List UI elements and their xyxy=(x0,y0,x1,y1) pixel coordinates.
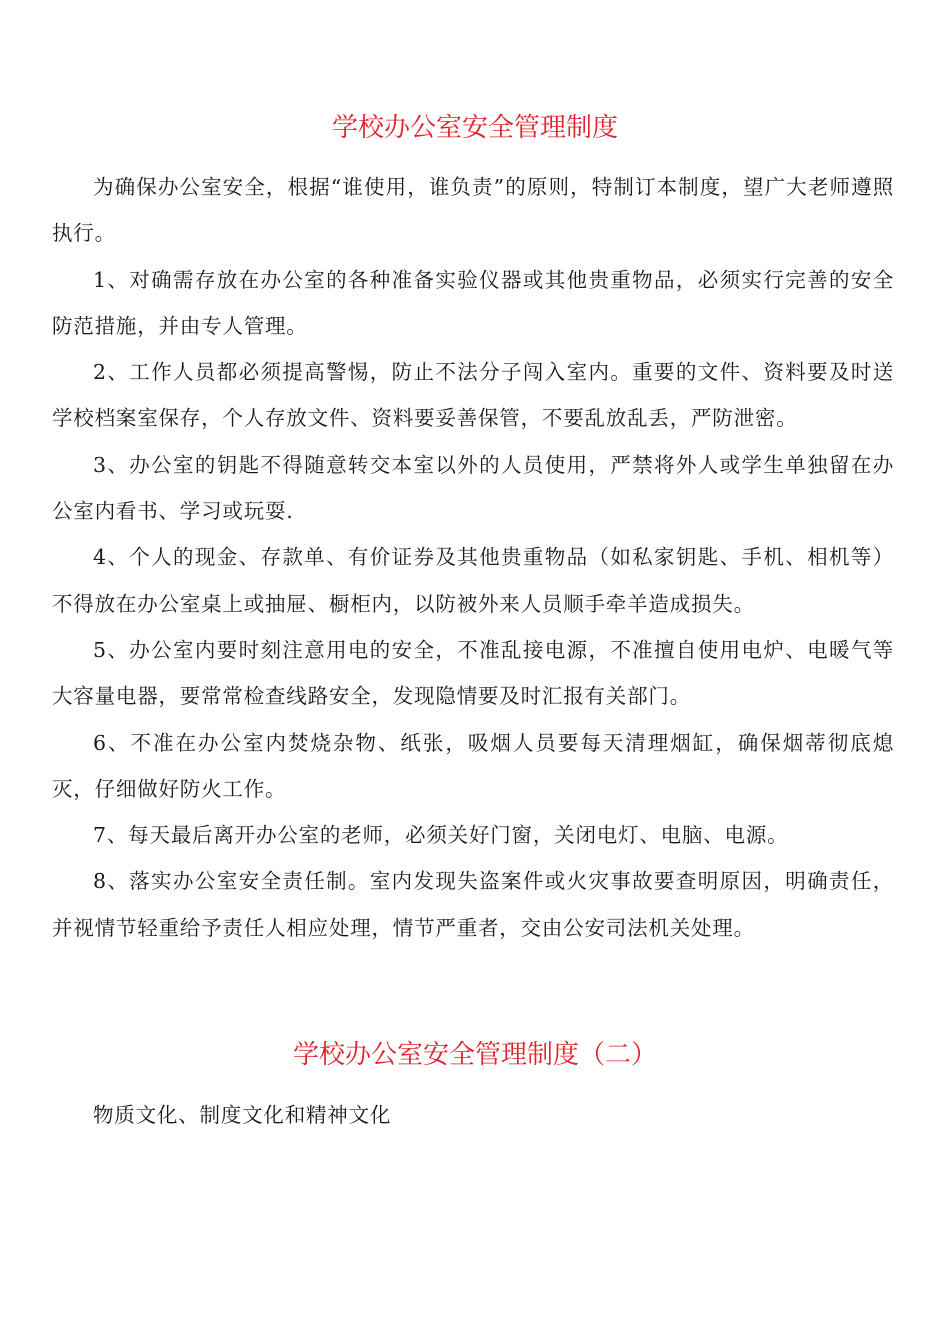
rule-paragraph-1: 1、对确需存放在办公室的各种准备实验仪器或其他贵重物品，必须实行完善的安全防范措施，并由专人管理。 xyxy=(52,267,894,338)
document-title: 学校办公室安全管理制度 xyxy=(331,113,618,143)
document-subtitle: 学校办公室安全管理制度（二） xyxy=(292,1040,657,1070)
rule-paragraph-3: 3、办公室的钥匙不得随意转交本室以外的人员使用，严禁将外人或学生单独留在办公室内看书、学习或玩耍. xyxy=(52,452,894,524)
rule-paragraph-7: 7、每天最后离开办公室的老师，必须关好门窗，关闭电灯、电脑、电源。 xyxy=(93,823,789,848)
rule-paragraph-6: 6、不准在办公室内焚烧杂物、纸张，吸烟人员要每天清理烟缸，确保烟蒂彻底熄灭，仔细做好防火工作。 xyxy=(52,730,894,801)
intro-paragraph: 为确保办公室安全，根据“谁使用，谁负责”的原则，特制订本制度，望广大老师遵照执行。 xyxy=(52,175,894,246)
document-sub-body xyxy=(52,1092,894,1138)
rule-paragraph-4: 4、个人的现金、存款单、有价证券及其他贵重物品（如私家钥匙、手机、相机等）不得放在办公室桌上或抽屉、橱柜内，以防被外来人员顺手牵羊造成损失。 xyxy=(52,545,894,616)
rule-paragraph-5: 5、办公室内要时刻注意用电的安全，不准乱接电源，不准擅自使用电炉、电暖气等大容量电器，要常常检查线路安全，发现隐情要及时汇报有关部门。 xyxy=(52,637,894,709)
rule-paragraph-8: 8、落实办公室安全责任制。室内发现失盗案件或火灾事故要查明原因，明确责任，并视情节轻重给予责任人相应处理，情节严重者，交由公安司法机关处理。 xyxy=(52,869,894,940)
document-body xyxy=(52,164,894,951)
rule-paragraph-2: 2、工作人员都必须提高警惕，防止不法分子闯入室内。重要的文件、资料要及时送学校档案室保存，个人存放文件、资料要妥善保管，不要乱放乱丢，严防泄密。 xyxy=(52,360,894,431)
sub-paragraph: 物质文化、制度文化和精神文化 xyxy=(93,1103,392,1127)
